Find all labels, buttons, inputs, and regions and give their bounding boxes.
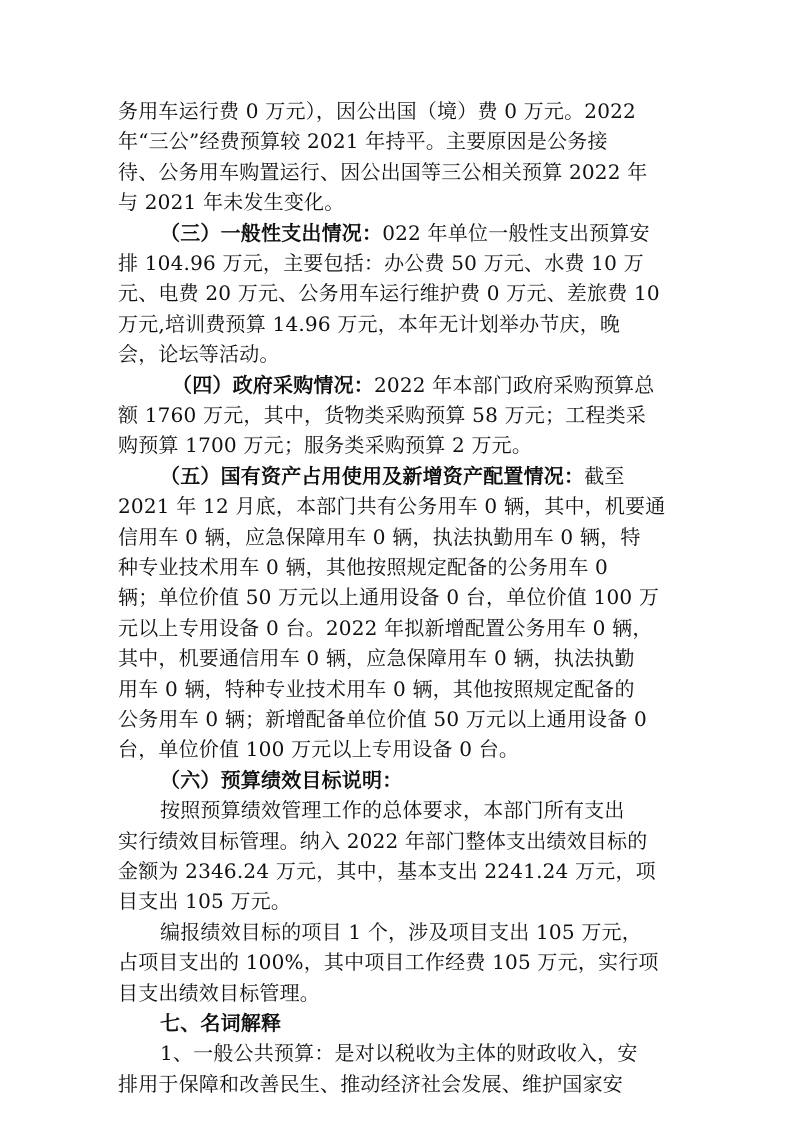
text-line: [118, 978, 684, 1008]
text-line: [118, 734, 684, 764]
line-text: 元、电费 20 万元、公务用车运行维护费 0 万元、差旅费 10: [118, 281, 660, 306]
line-text: 种专业技术用车 0 辆，其他按照规定配备的公务用车 0: [118, 555, 608, 579]
text-line: [118, 674, 684, 704]
line-text: 会，论坛等活动。: [118, 342, 280, 367]
text-line: [160, 795, 684, 825]
text-line: [118, 157, 684, 187]
line-text: 占项目支出的 100%，其中项目工作经费 105 万元，实行项: [118, 950, 659, 975]
text-line: [160, 1038, 684, 1068]
section-seven-heading: [160, 1008, 684, 1038]
line-text: 年“三公”经费预算较 2021 年持平。主要原因是公务接: [118, 129, 608, 154]
bold-heading: 七、名词解释: [160, 1011, 282, 1035]
bold-heading: （六）预算绩效目标说明：: [160, 767, 403, 792]
line-text: 万元,培训费预算 14.96 万元，本年无计划举办节庆，晚: [118, 311, 621, 336]
text-line: [118, 704, 684, 734]
line-text: 辆；单位价值 50 万元以上通用设备 0 台，单位价值 100 万: [118, 585, 660, 610]
text-line: [118, 126, 684, 156]
line-text: 排 104.96 万元，主要包括：办公费 50 万元、水费 10 万: [118, 251, 644, 275]
bold-heading: （三）一般性支出情况：: [160, 220, 383, 245]
text-line: [160, 917, 684, 947]
text-line: [118, 522, 684, 552]
section-six-heading: [160, 765, 684, 795]
text-line: [118, 856, 684, 886]
text-line: [118, 1069, 684, 1099]
line-text: 元以上专用设备 0 台。2022 年拟新增配置公务用车 0 辆，: [118, 615, 653, 640]
line-text: 台，单位价值 100 万元以上专用设备 0 台。: [118, 737, 520, 762]
line-text: 信用车 0 辆，应急保障用车 0 辆，执法执勤用车 0 辆，特: [118, 524, 641, 549]
line-text: 编报绩效目标的项目 1 个，涉及项目支出 105 万元，: [160, 919, 642, 944]
text-line: [118, 947, 684, 977]
line-text: 购预算 1700 万元；服务类采购预算 2 万元。: [118, 433, 533, 458]
text-line: [118, 339, 684, 369]
line-text: 与 2021 年未发生变化。: [118, 190, 345, 215]
line-text: 其中，机要通信用车 0 辆，应急保障用车 0 辆，执法执勤: [118, 646, 635, 671]
text-line: [118, 96, 684, 126]
line-text: 022 年单位一般性支出预算安: [382, 220, 650, 245]
text-line: [118, 886, 684, 916]
section-five-heading-line: [160, 461, 684, 491]
bold-heading: （四）政府采购情况：: [172, 372, 374, 397]
line-text: 用车 0 辆，特种专业技术用车 0 辆，其他按照规定配备的: [118, 676, 635, 701]
line-text: 1、一般公共预算：是对以税收为主体的财政收入，安: [160, 1041, 638, 1066]
text-line: [118, 491, 684, 521]
text-line: [118, 582, 684, 612]
section-three-heading-line: [160, 218, 684, 248]
line-text: 金额为 2346.24 万元，其中，基本支出 2241.24 万元，项: [118, 859, 656, 883]
text-line: [118, 309, 684, 339]
line-text: 排用于保障和改善民生、推动经济社会发展、维护国家安: [118, 1071, 623, 1096]
line-text: 目支出 105 万元。: [118, 889, 292, 914]
line-text: 2021 年 12 月底，本部门共有公务用车 0 辆，其中，机要通: [118, 494, 666, 519]
bold-heading: （五）国有资产占用使用及新增资产配置情况：: [160, 463, 585, 488]
line-text: 务用车运行费 0 万元），因公出国（境）费 0 万元。2022: [118, 99, 636, 123]
line-text: 待、公务用车购置运行、因公出国等三公相关预算 2022 年: [118, 159, 648, 184]
line-text: 实行绩效目标管理。纳入 2022 年部门整体支出绩效目标的: [118, 828, 648, 853]
line-text: 额 1760 万元，其中，货物类采购预算 58 万元；工程类采: [118, 403, 646, 427]
text-line: [118, 248, 684, 278]
text-line: [118, 613, 684, 643]
line-text: 2022 年本部门政府采购预算总: [374, 372, 655, 397]
text-line: [118, 430, 684, 460]
text-line: [118, 187, 684, 217]
text-line: [118, 643, 684, 673]
section-four-heading-line: [172, 370, 684, 400]
text-line: [118, 278, 684, 308]
line-text: 目支出绩效目标管理。: [118, 980, 320, 1005]
text-line: [118, 400, 684, 430]
line-text: 截至: [584, 463, 625, 488]
line-text: 公务用车 0 辆；新增配备单位价值 50 万元以上通用设备 0: [118, 707, 647, 731]
line-text: 按照预算绩效管理工作的总体要求，本部门所有支出: [160, 798, 625, 823]
text-line: [118, 826, 684, 856]
text-line: [118, 552, 684, 582]
